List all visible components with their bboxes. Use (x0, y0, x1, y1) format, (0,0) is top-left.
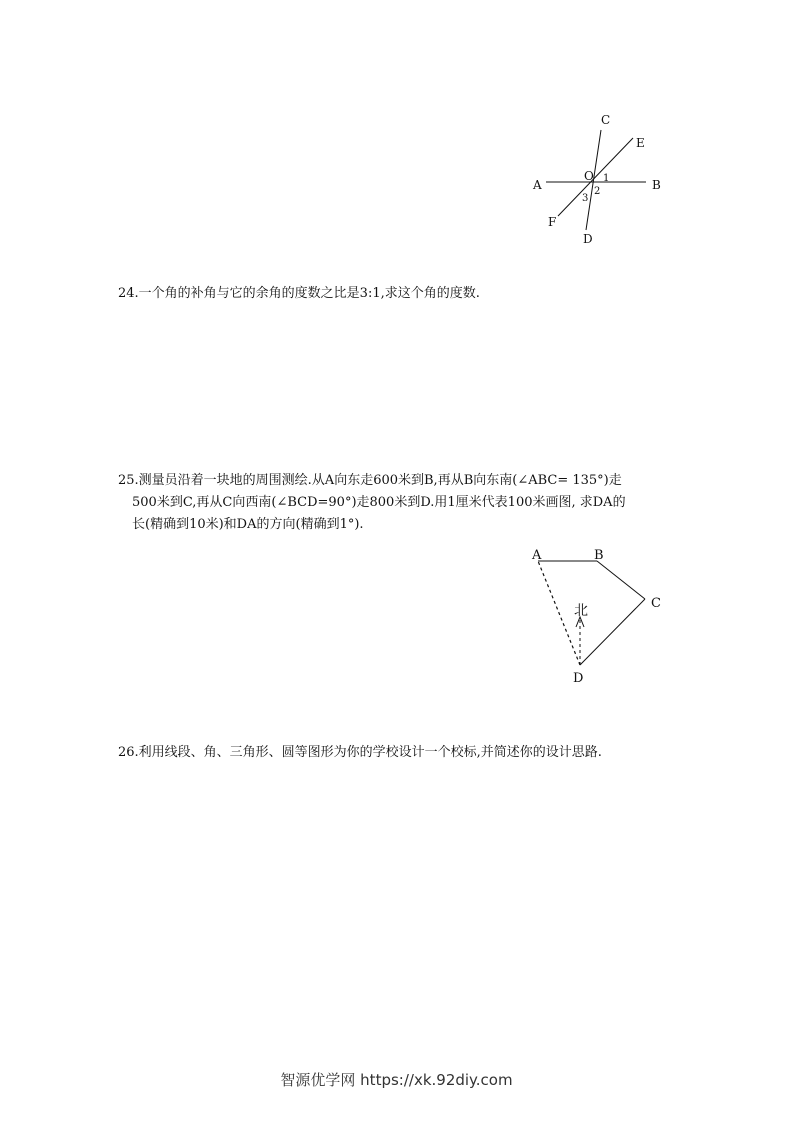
survey-path-figure (520, 543, 670, 688)
question-25-line-1: 25.测量员沿着一块地的周围测绘.从A向东走600米到B,再从B向东南(∠ABC= 135°)走 (118, 473, 622, 488)
question-25-line-2: 500米到C,再从C向西南(∠BCD=90°)走800米到D.用1厘米代表100米画图, 求DA的 (132, 495, 626, 510)
question-25-line-3: 长(精确到10米)和DA的方向(精确到1°). (132, 517, 364, 532)
label-o: O (584, 169, 594, 183)
label-angle-3: 3 (582, 193, 589, 204)
question-24-text: 24.一个角的补角与它的余角的度数之比是3:1,求这个角的度数. (118, 286, 480, 301)
label-b: B (594, 548, 604, 563)
label-d: D (573, 671, 584, 686)
label-angle-1: 1 (603, 173, 610, 184)
label-e: E (636, 136, 645, 150)
question-26 (118, 742, 688, 764)
question-26-text: 26.利用线段、角、三角形、圆等图形为你的学校设计一个校标,并简述你的设计思路. (118, 745, 602, 760)
label-a: A (533, 178, 542, 192)
label-d: D (583, 232, 593, 246)
label-f: F (548, 215, 557, 229)
question-25 (118, 470, 688, 536)
label-a: A (532, 548, 542, 563)
label-b: B (652, 178, 661, 192)
line-ef (558, 138, 633, 216)
label-angle-2: 2 (594, 186, 601, 197)
question-24 (118, 283, 688, 305)
label-c: C (651, 596, 661, 611)
intersecting-lines-figure (520, 108, 680, 248)
segment-cd (580, 599, 645, 665)
north-label: 北 (574, 603, 588, 619)
segment-bc (597, 561, 645, 599)
footer-watermark: 智源优学网 https://xk.92diy.com (280, 1071, 513, 1089)
label-c: C (601, 113, 611, 127)
